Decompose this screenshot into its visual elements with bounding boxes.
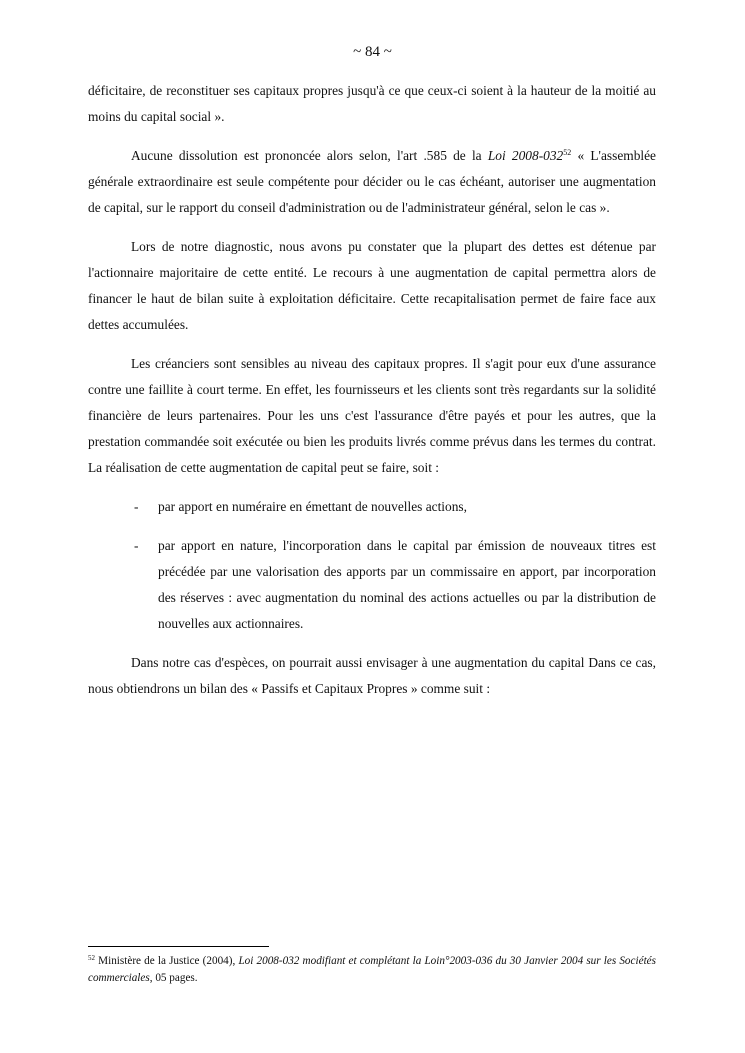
list-item — [88, 533, 656, 637]
footnote-author: Ministère de la Justice (2004), — [95, 955, 239, 967]
footnote-ref-52: 52 — [563, 148, 572, 157]
paragraph-2-quote: « L'assemblée générale extraordinaire est seule compétente pour décider ou le cas échéant, autoriser une augmentation de capital, sur le rapport du conseil d'administration ou de l'administrateur général, selon le cas ». — [88, 148, 656, 215]
paragraph-4: Les créanciers sont sensibles au niveau des capitaux propres. Il s'agit pour eux d'une assurance contre une faillite à court terme. En effet, les fournisseurs et les clients sont très regardants sur la solidité financière de leurs partenaires. Pour les uns c'est l'assurance d'être payés et pour les autres, que la prestation commandée soit exécutée ou bien les produits livrés comme prévus dans les termes du contrat. La réalisation de cette augmentation de capital peut se faire, soit : — [88, 356, 656, 475]
footnote-52 — [88, 953, 656, 987]
footnote-separator — [88, 946, 269, 947]
list-item — [88, 494, 656, 520]
page-number: ~ 84 ~ — [353, 44, 392, 60]
footnote-tail: , 05 pages. — [149, 972, 198, 984]
list-item-text: par apport en nature, l'incorporation dans le capital par émission de nouveaux titres est précédée par une valorisation des apports par un commissaire en apport, par incorporation des réserves : avec augmentation du nominal des actions actuelles ou par la distribution de nouvelles aux actionnaires. — [158, 538, 656, 631]
footnote-title: Loi 2008-032 modifiant et complétant la Loin°2003-036 du 30 Janvier 2004 sur les Sociétés commerciales — [88, 955, 656, 984]
list-item-text: par apport en numéraire en émettant de nouvelles actions, — [158, 499, 467, 514]
list-dash: - — [134, 538, 139, 553]
paragraph-2-intro: Aucune dissolution est prononcée alors selon, l'art .585 de la — [131, 148, 488, 163]
footnote-number: 52 — [88, 954, 95, 962]
paragraph-1: déficitaire, de reconstituer ses capitaux propres jusqu'à ce que ceux-ci soient à la hauteur de la moitié au moins du capital social ». — [88, 83, 656, 124]
capital-increase-list — [88, 494, 656, 637]
law-reference: Loi 2008-032 — [487, 148, 564, 163]
page-body — [88, 78, 656, 702]
paragraph-5: Dans notre cas d'espèces, on pourrait aussi envisager à une augmentation du capital Dans ce cas, nous obtiendrons un bilan des « Passifs et Capitaux Propres » comme suit : — [88, 655, 656, 696]
list-dash: - — [134, 499, 139, 514]
paragraph-2 — [88, 143, 656, 221]
paragraph-3: Lors de notre diagnostic, nous avons pu constater que la plupart des dettes est détenue par l'actionnaire majoritaire de cette entité. Le recours à une augmentation de capital permettra alors de financer le haut de bilan suite à exploitation déficitaire. Cette recapitalisation permet de faire face aux dettes accumulées. — [88, 239, 656, 332]
